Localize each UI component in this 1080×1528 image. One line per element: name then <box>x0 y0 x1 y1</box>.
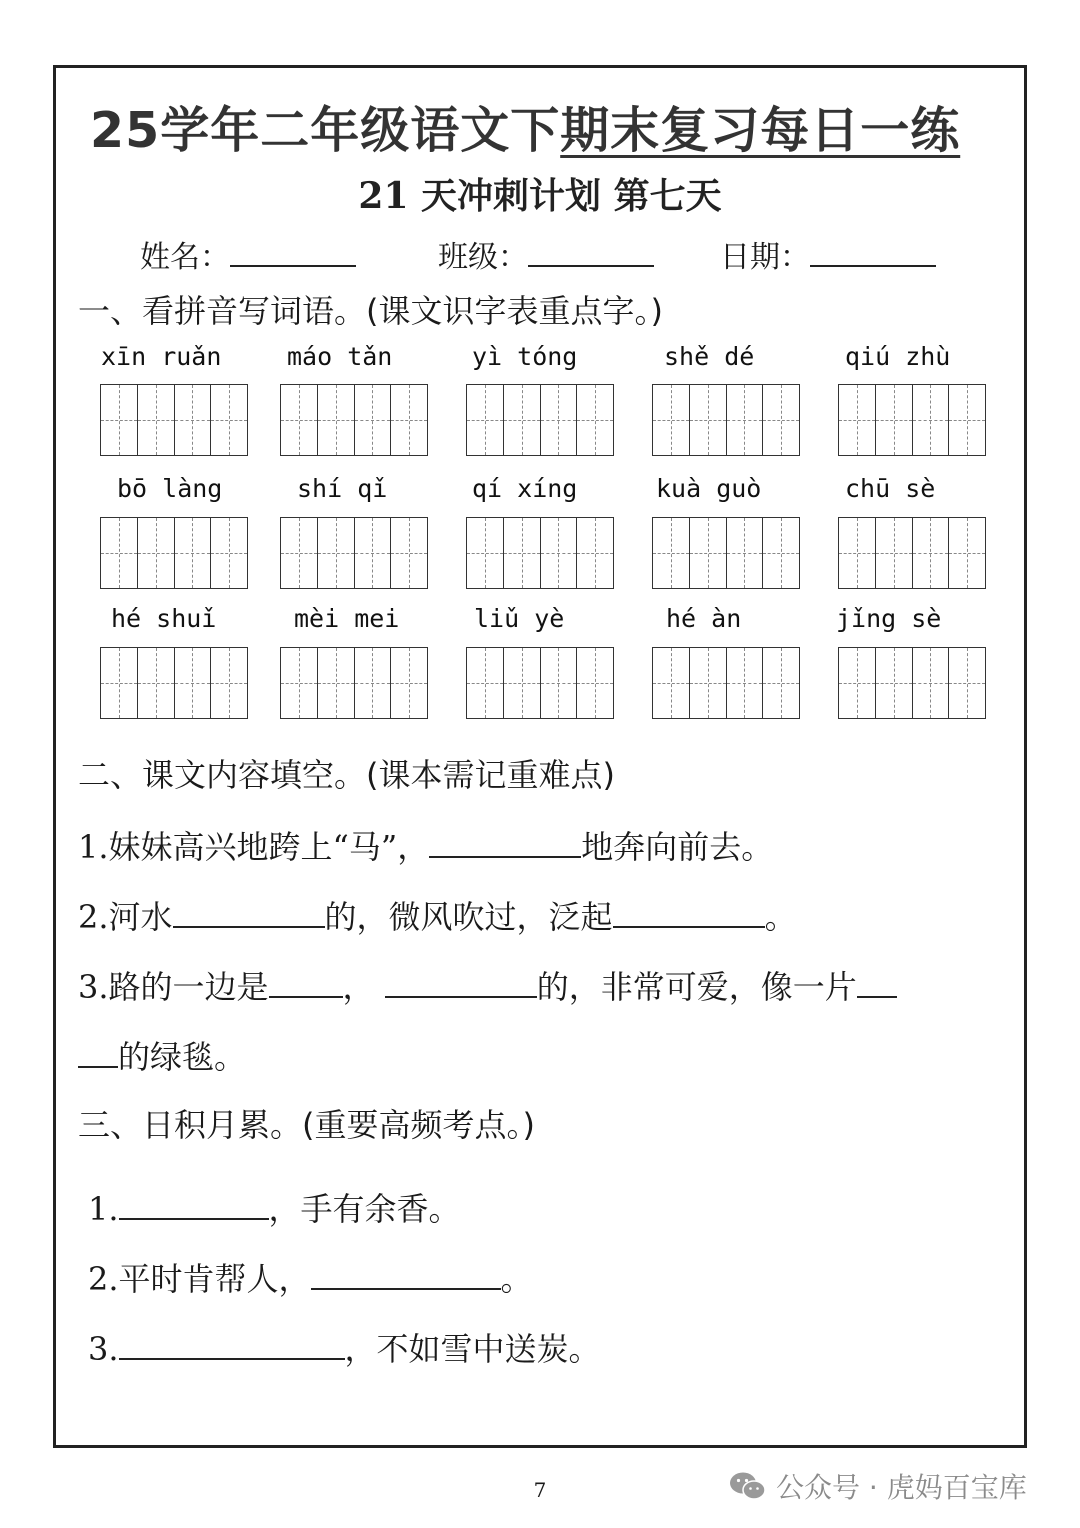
name-label: 姓名： <box>140 240 230 275</box>
writing-box[interactable] <box>100 384 248 456</box>
writing-box[interactable] <box>838 384 986 456</box>
pinyin-label: shí qǐ <box>297 474 388 503</box>
section3-question-2: 2.平时肯帮人， 。 <box>88 1254 533 1300</box>
pinyin-label: jǐng sè <box>836 604 942 633</box>
pinyin-label: máo tǎn <box>287 342 393 371</box>
name-field[interactable] <box>140 232 356 276</box>
answer-blank[interactable] <box>857 964 897 998</box>
date-field[interactable] <box>720 232 936 276</box>
answer-blank[interactable] <box>78 1034 118 1068</box>
watermark <box>728 1466 1027 1506</box>
section2-question-3-cont: 的绿毯。 <box>78 1032 246 1078</box>
date-blank[interactable] <box>810 235 936 267</box>
pinyin-label: mèi mei <box>294 604 400 633</box>
page-number: 7 <box>533 1478 547 1502</box>
pinyin-label: xīn ruǎn <box>101 342 222 371</box>
answer-blank[interactable] <box>119 1326 345 1360</box>
class-field[interactable] <box>438 232 654 276</box>
writing-box[interactable] <box>652 517 800 589</box>
answer-blank[interactable] <box>173 894 325 928</box>
section1-heading: 一、看拼音写词语。(课文识字表重点字。) <box>78 292 663 330</box>
answer-blank[interactable] <box>311 1256 501 1290</box>
section2-question-2: 2.河水 的，微风吹过，泛起 。 <box>78 892 797 938</box>
writing-box[interactable] <box>652 384 800 456</box>
wechat-icon <box>728 1470 768 1502</box>
writing-box[interactable] <box>466 384 614 456</box>
writing-box[interactable] <box>838 647 986 719</box>
section3-question-3: 3. ，不如雪中送炭。 <box>88 1324 601 1370</box>
class-label: 班级： <box>438 240 528 275</box>
section2-question-3: 3.路的一边是 ， 的，非常可爱，像一片 <box>78 962 897 1008</box>
pinyin-label: chū sè <box>845 474 936 503</box>
writing-box[interactable] <box>280 384 428 456</box>
answer-blank[interactable] <box>119 1186 269 1220</box>
name-blank[interactable] <box>230 235 356 267</box>
watermark-text: 公众号 · 虎妈百宝库 <box>776 1471 1027 1504</box>
writing-box[interactable] <box>280 647 428 719</box>
pinyin-label: qiú zhù <box>845 342 951 371</box>
writing-box[interactable] <box>100 517 248 589</box>
class-blank[interactable] <box>528 235 654 267</box>
pinyin-label: bō làng <box>117 474 223 503</box>
answer-blank[interactable] <box>613 894 765 928</box>
answer-blank[interactable] <box>429 824 581 858</box>
worksheet-subtitle: 21 天冲刺计划 第七天 <box>358 175 722 217</box>
answer-blank[interactable] <box>385 964 537 998</box>
section3-question-1: 1. ，手有余香。 <box>88 1184 461 1230</box>
pinyin-label: liǔ yè <box>474 604 565 633</box>
pinyin-label: hé àn <box>666 604 742 633</box>
date-label: 日期： <box>720 240 810 275</box>
pinyin-label: qí xíng <box>472 474 578 503</box>
writing-box[interactable] <box>466 647 614 719</box>
writing-box[interactable] <box>100 647 248 719</box>
writing-box[interactable] <box>466 517 614 589</box>
writing-box[interactable] <box>652 647 800 719</box>
section2-heading: 二、课文内容填空。(课本需记重难点) <box>78 756 615 794</box>
writing-box[interactable] <box>838 517 986 589</box>
pinyin-label: yì tóng <box>472 342 578 371</box>
answer-blank[interactable] <box>269 964 343 998</box>
pinyin-label: shě dé <box>664 342 755 371</box>
pinyin-label: kuà guò <box>656 474 762 503</box>
writing-box[interactable] <box>280 517 428 589</box>
section3-heading: 三、日积月累。(重要高频考点。) <box>78 1106 535 1144</box>
pinyin-label: hé shuǐ <box>111 604 217 633</box>
worksheet-title: 25学年二年级语文下期末复习每日一练 <box>90 102 961 159</box>
section2-question-1: 1.妹妹高兴地跨上“马”， 地奔向前去。 <box>78 822 773 868</box>
